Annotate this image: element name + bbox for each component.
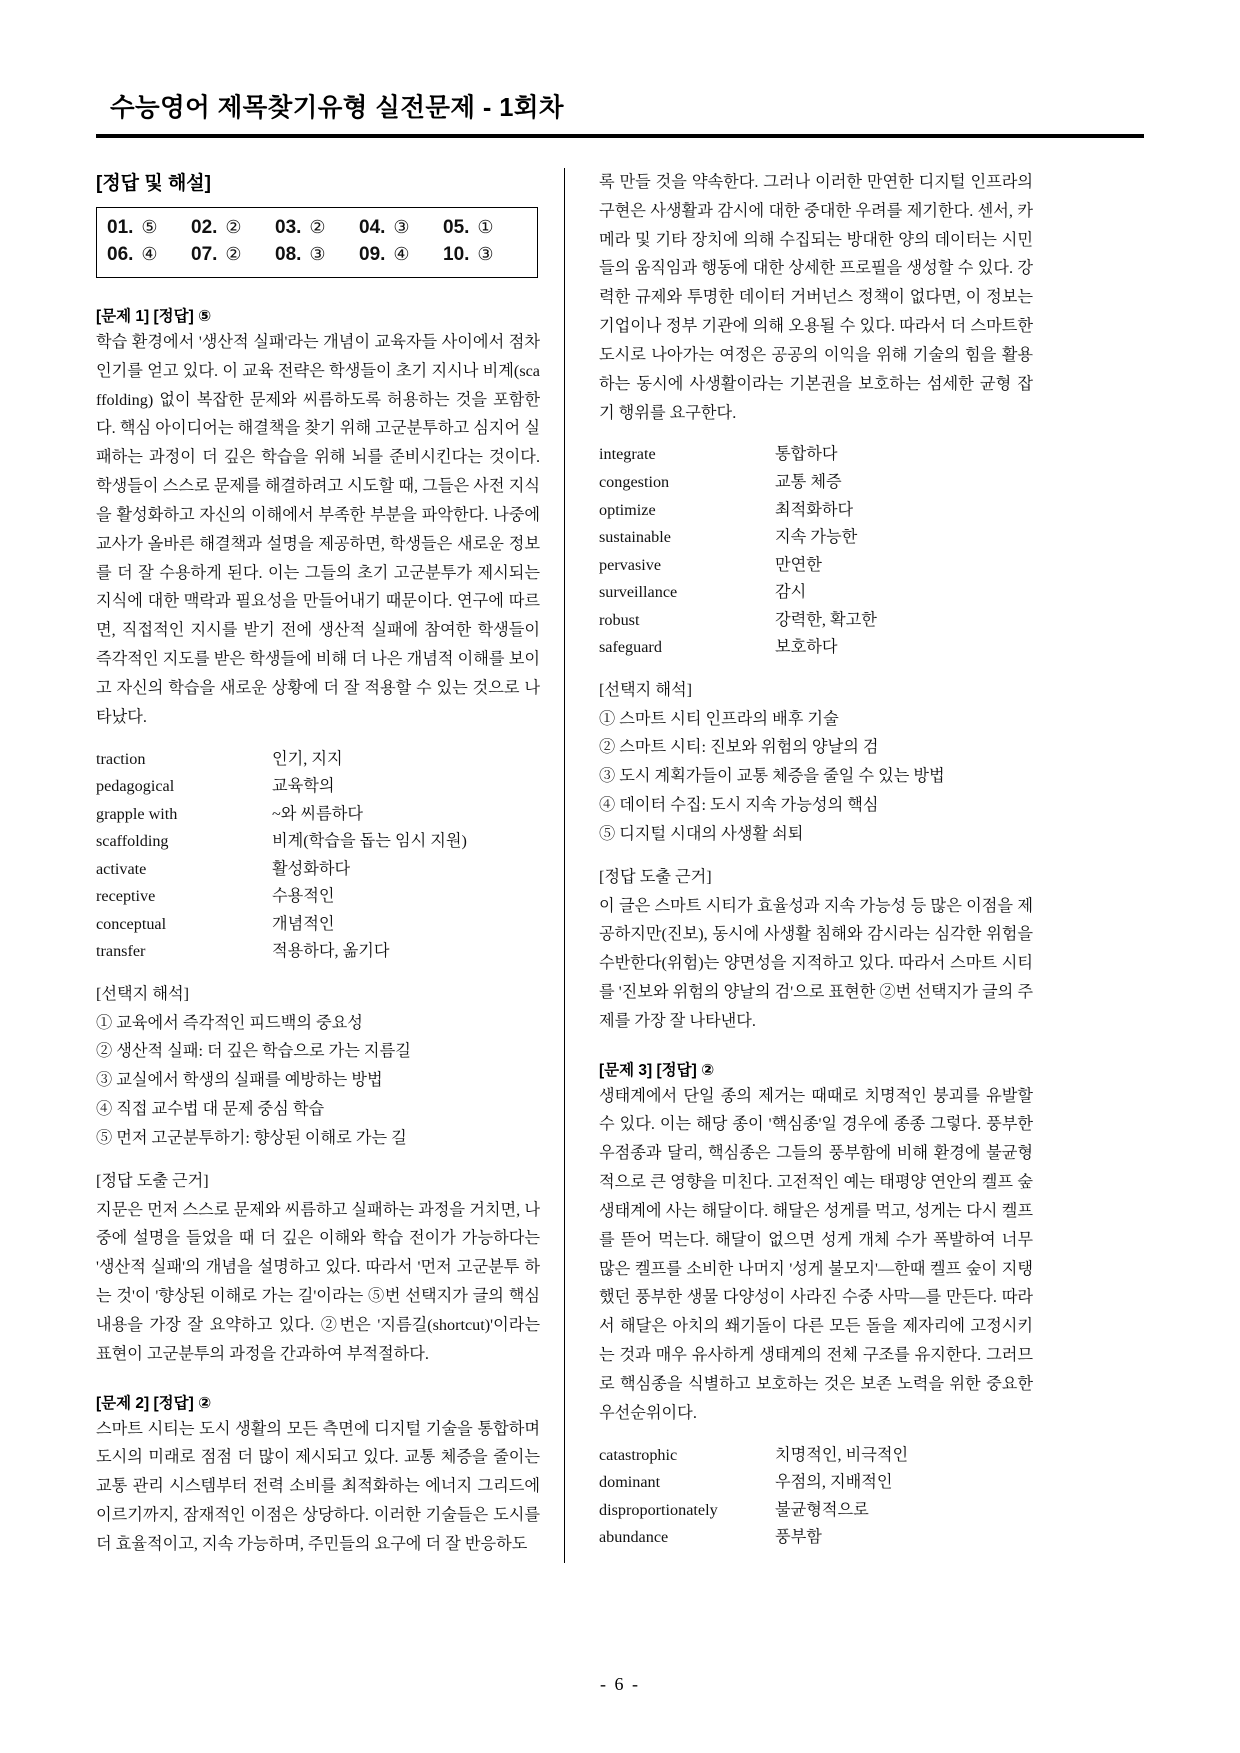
- answer-choice: ③: [393, 217, 410, 237]
- vocab-term: optimize: [599, 500, 656, 519]
- answer-number: 02.: [191, 217, 218, 238]
- vocab-meaning: 감시: [775, 583, 807, 602]
- vocab-term: pervasive: [599, 555, 662, 574]
- question-1-choice: ① 교육에서 즉각적인 피드백의 중요성: [96, 1013, 363, 1032]
- vocab-term: scaffolding: [96, 832, 169, 851]
- vocab-meaning: 불균형적으로: [775, 1500, 869, 1519]
- right-column: [565, 168, 1033, 1563]
- question-3-vocab-table: [599, 1442, 1033, 1552]
- vocab-meaning: 만연한: [775, 555, 822, 574]
- vocab-row: [599, 441, 1033, 469]
- answer-cell: [275, 242, 359, 269]
- question-2-vocab-table: [599, 441, 1033, 661]
- vocab-row: [599, 497, 1033, 525]
- question-2-heading: [문제 2] [정답] ②: [96, 1394, 212, 1412]
- answer-number: 05.: [443, 217, 470, 238]
- vocab-term: transfer: [96, 942, 146, 961]
- answer-cell: [359, 242, 443, 269]
- answer-key-box: [96, 207, 538, 278]
- question-2-passage-part2: 록 만들 것을 약속한다. 그러나 이러한 만연한 디지털 인프라의 구현은 사생활과 감시에 대한 중대한 우려를 제기한다. 센서, 카메라 및 기타 장치에 의해 수집되는 방대한 양의 데이터는 시민들의 움직임과 행동에 대한 상세한 프로필을 생성할 수 있다. 강력한 규제와 투명한 데이터 거버넌스 정책이 없다면, 이 정보는 기업이나 정부 기관에 의해 오용될 수 있다. 따라서 더 스마트한 도시로 나아가는 여정은 공공의 이익을 위해 기술의 힘을 활용하는 동시에 사생활이라는 기본권을 보호하는 섬세한 균형 잡기 행위를 요구한다.: [599, 173, 1033, 422]
- title-divider: [96, 134, 1144, 138]
- vocab-term: sustainable: [599, 528, 671, 547]
- answer-key-row: [107, 215, 527, 242]
- page-title: 수능영어 제목찾기유형 실전문제 - 1회차: [110, 94, 564, 122]
- question-2-choice: ② 스마트 시티: 진보와 위험의 양날의 검: [599, 738, 879, 757]
- question-3-heading: [문제 3] [정답] ②: [599, 1061, 715, 1079]
- answer-choice: ②: [225, 243, 242, 264]
- answer-number: 03.: [275, 217, 302, 238]
- question-2-choice: ③ 도시 계획가들이 교통 체증을 줄일 수 있는 방법: [599, 767, 945, 786]
- answer-choice: ③: [309, 243, 326, 264]
- question-1-choice: ② 생산적 실패: 더 깊은 학습으로 가는 지름길: [96, 1042, 411, 1061]
- vocab-meaning: 최적화하다: [775, 500, 854, 519]
- vocab-term: catastrophic: [599, 1445, 678, 1464]
- answer-choice: ④: [393, 243, 410, 264]
- answer-choice: ④: [141, 243, 158, 264]
- question-1-rationale: 지문은 먼저 스스로 문제와 씨름하고 실패하는 과정을 거치면, 나중에 설명을 들었을 때 더 깊은 이해와 학습 전이가 가능하다는 '생산적 실패'의 개념을 설명하고 있다. 따라서 '먼저 고군분투 하는 것'이 '향상된 이해로 가는 길'이라는 ⑤번 선택지가 글의 핵심 내용을 가장 잘 요약하고 있다. ②번은 '지름길(shortcut)'이라는 표현이 고군분투의 과정을 간과하여 부적절하다.: [96, 1200, 540, 1363]
- vocab-row: [96, 746, 540, 774]
- vocab-row: [599, 524, 1033, 552]
- question-2-passage-part1: 스마트 시티는 도시 생활의 모든 측면에 디지털 기술을 통합하며 도시의 미래로 점점 더 많이 제시되고 있다. 교통 체증을 줄이는 교통 관리 시스템부터 전력 소비를 최적화하는 에너지 그리드에 이르기까지, 잠재적인 이점은 상당하다. 이러한 기술들은 도시를 더 효율적이고, 지속 가능하며, 주민들의 요구에 더 잘 반응하도: [96, 1419, 540, 1553]
- answer-cell: [191, 242, 275, 269]
- vocab-meaning: ~와 씨름하다: [272, 804, 363, 823]
- vocab-meaning: 치명적인, 비극적인: [775, 1445, 909, 1464]
- answer-choice: ②: [225, 217, 242, 237]
- vocab-meaning: 교통 체증: [775, 472, 842, 491]
- vocab-meaning: 적용하다, 옮기다: [272, 942, 390, 961]
- vocab-term: safeguard: [599, 638, 662, 657]
- vocab-term: grapple with: [96, 804, 178, 823]
- question-1-vocab-table: [96, 746, 540, 966]
- question-1-rationale-heading: [정답 도출 근거]: [96, 1171, 209, 1190]
- answer-key-heading: [정답 및 해설]: [96, 173, 211, 194]
- question-1-choices-heading: [선택지 해석]: [96, 984, 190, 1003]
- vocab-row: [599, 1442, 1033, 1470]
- question-1-choice: ④ 직접 교수법 대 문제 중심 학습: [96, 1100, 325, 1119]
- answer-cell: [359, 215, 443, 242]
- vocab-meaning: 강력한, 확고한: [775, 610, 877, 629]
- answer-choice: ⑤: [141, 217, 158, 237]
- vocab-term: integrate: [599, 445, 656, 464]
- answer-key-row: [107, 242, 527, 269]
- question-1-choice: ③ 교실에서 학생의 실패를 예방하는 방법: [96, 1071, 383, 1090]
- answer-cell: [275, 215, 359, 242]
- answer-cell: [107, 215, 191, 242]
- answer-number: 07.: [191, 243, 218, 265]
- vocab-term: receptive: [96, 887, 156, 906]
- answer-choice: ②: [309, 217, 326, 237]
- vocab-meaning: 우점의, 지배적인: [775, 1473, 893, 1492]
- vocab-term: pedagogical: [96, 777, 175, 796]
- vocab-term: robust: [599, 610, 640, 629]
- question-1-passage: 학습 환경에서 '생산적 실패'라는 개념이 교육자들 사이에서 점차 인기를 얻고 있다. 이 교육 전략은 학생들이 초기 지시나 비계(scaffolding) 없이 복잡한 문제와 씨름하도록 허용하는 것을 포함한다. 핵심 아이디어는 해결책을 찾기 위해 고군분투하고 심지어 실패하는 과정이 더 깊은 학습을 위해 뇌를 준비시킨다는 것이다. 학생들이 스스로 문제를 해결하려고 시도할 때, 그들은 사전 지식을 활성화하고 자신의 이해에서 부족한 부분을 파악한다. 나중에 교사가 올바른 해결책과 설명을 제공하면, 학생들은 새로운 정보를 더 잘 수용하게 된다. 이는 그들의 초기 고군분투가 제시되는 지식에 대한 맥락과 필요성을 만들어내기 때문이다. 연구에 따르면, 직접적인 지시를 받기 전에 생산적 실패에 참여한 학생들이 즉각적인 지도를 받은 학생들에 비해 더 나은 개념적 이해를 보이고 자신의 학습을 새로운 상황에 더 잘 적용할 수 있는 것으로 나타났다.: [96, 332, 540, 726]
- vocab-meaning: 비계(학습을 돕는 임시 지원): [272, 832, 467, 851]
- vocab-term: abundance: [599, 1528, 669, 1547]
- vocab-row: [599, 607, 1033, 635]
- vocab-term: disproportionately: [599, 1500, 718, 1519]
- question-2-choice: ⑤ 디지털 시대의 사생활 쇠퇴: [599, 824, 804, 843]
- answer-cell: [443, 215, 527, 242]
- two-column-body: [96, 168, 1144, 1563]
- vocab-row: [599, 1497, 1033, 1525]
- vocab-meaning: 수용적인: [272, 887, 335, 906]
- vocab-meaning: 인기, 지지: [272, 749, 343, 768]
- vocab-row: [599, 579, 1033, 607]
- vocab-term: surveillance: [599, 583, 678, 602]
- answer-choice: ①: [477, 217, 494, 237]
- page-number: - 6 -: [600, 1674, 640, 1694]
- answer-number: 10.: [443, 243, 470, 265]
- vocab-row: [599, 469, 1033, 497]
- vocab-row: [96, 883, 540, 911]
- vocab-meaning: 지속 가능한: [775, 528, 858, 547]
- vocab-row: [96, 856, 540, 884]
- vocab-row: [96, 938, 540, 966]
- vocab-row: [599, 634, 1033, 662]
- vocab-row: [96, 911, 540, 939]
- answer-number: 01.: [107, 217, 134, 238]
- answer-cell: [443, 242, 527, 269]
- question-3-passage: 생태계에서 단일 종의 제거는 때때로 치명적인 붕괴를 유발할 수 있다. 이는 해당 종이 '핵심종'일 경우에 종종 그렇다. 풍부한 우점종과 달리, 핵심종은 그들의 풍부함에 비해 환경에 불균형적으로 큰 영향을 미친다. 고전적인 예는 태평양 연안의 켈프 숲 생태계에 사는 해달이다. 해달은 성게를 먹고, 성게는 다시 켈프를 뜯어 먹는다. 해달이 없으면 성게 개체 수가 폭발하여 너무 많은 켈프를 소비한 나머지 '성게 불모지'—한때 켈프 숲이 지탱했던 풍부한 생물 다양성이 사라진 수중 사막—를 만든다. 따라서 해달은 아치의 쐐기돌이 다른 모든 돌을 제자리에 고정시키는 것과 매우 유사하게 생태계의 전체 구조를 유지한다. 그러므로 핵심종을 식별하고 보호하는 것은 보존 노력을 위한 중요한 우선순위이다.: [599, 1086, 1033, 1422]
- vocab-meaning: 보호하다: [775, 638, 838, 657]
- vocab-meaning: 활성화하다: [272, 859, 351, 878]
- answer-number: 08.: [275, 243, 302, 265]
- answer-cell: [191, 215, 275, 242]
- vocab-row: [599, 552, 1033, 580]
- vocab-meaning: 풍부함: [775, 1528, 822, 1547]
- vocab-term: congestion: [599, 472, 670, 491]
- answer-cell: [107, 242, 191, 269]
- question-2-choice: ④ 데이터 수집: 도시 지속 가능성의 핵심: [599, 796, 879, 815]
- vocab-meaning: 통합하다: [775, 445, 838, 464]
- vocab-row: [96, 801, 540, 829]
- left-column: [96, 168, 564, 1563]
- vocab-meaning: 개념적인: [272, 914, 335, 933]
- question-1-choice: ⑤ 먼저 고군분투하기: 향상된 이해로 가는 길: [96, 1128, 407, 1147]
- vocab-term: activate: [96, 859, 147, 878]
- vocab-term: conceptual: [96, 914, 167, 933]
- vocab-row: [599, 1469, 1033, 1497]
- answer-number: 09.: [359, 243, 386, 265]
- answer-number: 04.: [359, 217, 386, 238]
- vocab-term: dominant: [599, 1473, 661, 1492]
- answer-number: 06.: [107, 243, 134, 265]
- vocab-meaning: 교육학의: [272, 777, 335, 796]
- question-1-heading: [문제 1] [정답] ⑤: [96, 307, 212, 325]
- vocab-term: traction: [96, 749, 146, 768]
- question-2-choices-heading: [선택지 해석]: [599, 680, 693, 699]
- question-2-rationale: 이 글은 스마트 시티가 효율성과 지속 가능성 등 많은 이점을 제공하지만(진보), 동시에 사생활 침해와 감시라는 심각한 위험을 수반한다(위험)는 양면성을 지적하고 있다. 따라서 스마트 시티를 '진보와 위험의 양날의 검'으로 표현한 ②번 선택지가 글의 주제를 가장 잘 나타낸다.: [599, 896, 1033, 1030]
- question-2-choice: ① 스마트 시티 인프라의 배후 기술: [599, 709, 839, 728]
- answer-choice: ③: [477, 243, 494, 264]
- vocab-row: [599, 1524, 1033, 1552]
- vocab-row: [96, 828, 540, 856]
- vocab-row: [96, 773, 540, 801]
- question-2-rationale-heading: [정답 도출 근거]: [599, 867, 712, 886]
